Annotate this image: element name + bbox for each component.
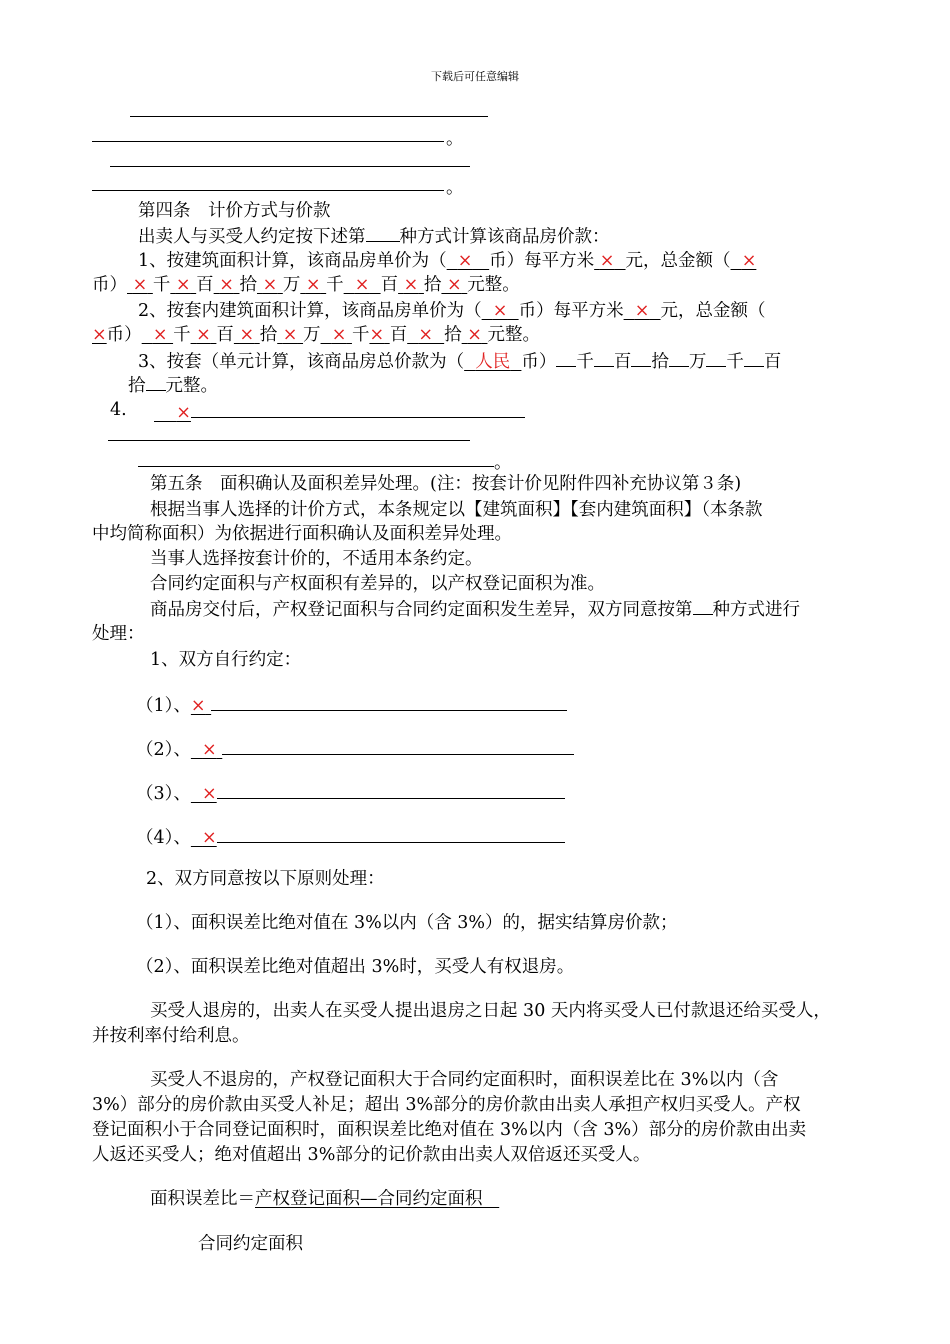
cross-mark: × [492,301,508,321]
blank-line [130,116,488,117]
cross-mark: × [202,740,217,760]
currency-value: 人民 [475,352,511,372]
cross-mark: × [132,275,148,295]
cross-mark: × [305,275,321,295]
blank-line [138,466,494,467]
cross-mark: × [176,403,191,423]
intro-text-b: 种方式计算该商品房价款： [399,227,610,247]
cross-mark: × [418,325,433,345]
cross-mark: × [457,251,473,271]
article5-p3: 合同约定面积与产权面积有差异的，以产权登记面积为准。 [150,574,605,594]
cross-mark: × [196,325,211,345]
cross-mark: × [634,301,650,321]
m1-text: 元，总金额（ [625,251,731,271]
blank-line [108,440,470,441]
cross-mark: × [741,251,757,271]
cross-mark: × [202,784,217,804]
intro-text-a: 出卖人与买受人约定按下述第 [138,227,366,247]
m2-text: 2、按套内建筑面积计算，该商品房单价为（ [138,301,482,321]
article5-p6-b: 3%）部分的房价款由买受人补足；超出 3%部分的房价款由出卖人承担产权归买受人。产权 [92,1095,801,1115]
m1-text: 币）每平方米 [489,251,595,271]
article4-intro [138,225,610,248]
option2-title: 2、双方同意按以下原则处理： [146,869,385,889]
method-blank [366,225,400,242]
period: 。 [446,129,464,149]
option1-item: （2）、 × [136,736,574,761]
option1-item: （3）、 × [136,780,565,805]
cross-mark: × [190,696,206,716]
cross-mark: × [331,325,347,345]
m1-text: 币） [92,275,127,295]
cross-mark: × [262,275,278,295]
cross-mark: × [354,275,370,295]
option2-item: （1）、面积误差比绝对值在 3%以内（含 3%）的，据实结算房价款； [136,913,678,933]
period: 。 [494,453,512,473]
blank-line [92,190,444,191]
period: 。 [446,178,464,198]
cross-mark: × [219,275,234,295]
option1-title: 1、双方自行约定： [150,650,302,670]
cross-mark: × [599,251,615,271]
formula-denominator: 合同约定面积 [198,1234,303,1254]
option1-item: （1）、× [136,692,567,717]
article5-p1-a: 根据当事人选择的计价方式，本条规定以【建筑面积】【套内建筑面积】（本条款 [150,500,763,520]
cross-mark: × [92,325,107,345]
article4-title: 第四条 计价方式与价款 [138,201,331,221]
cross-mark: × [152,325,168,345]
method1-line2: 币） × 千 × 百 × 拾 × 万 × 千 × 百 × 拾 × 元整。 [92,275,520,295]
article5-p1-b: 中均简称面积）为依据进行面积确认及面积差异处理。 [92,524,512,544]
method4-label: 4. [110,400,127,420]
formula-numerator: 产权登记面积—合同约定面积 [255,1189,483,1209]
cross-mark: × [369,325,385,345]
cross-mark: × [447,275,462,295]
m1-text: 1、按建筑面积计算，该商品房单价为（ [138,251,447,271]
cross-mark: × [467,325,482,345]
article5-p5-a: 买受人退房的，出卖人在买受人提出退房之日起 30 天内将买受人已付款退还给买受人， [150,1001,831,1021]
cross-mark: × [202,828,217,848]
method3-line1: 3、按套（单元计算，该商品房总价款为（ 人民 币） 千 百 拾 万 千 百 [138,352,782,372]
cross-mark: × [175,275,191,295]
blank-line [110,166,470,167]
article5-p4-a: 商品房交付后，产权登记面积与合同约定面积发生差异，双方同意按第 种方式进行 [150,600,800,620]
cross-mark: × [239,325,255,345]
article5-p2: 当事人选择按套计价的，不适用本条约定。 [150,549,483,569]
cross-mark: × [282,325,298,345]
m3-text: 3、按套（单元计算，该商品房总价款为（ [138,352,465,372]
formula-numerator-line [150,1188,499,1210]
page-header: 下载后可任意编辑 [431,70,519,83]
article5-p5-b: 并按利率付给利息。 [92,1026,250,1046]
article5-p6-c: 登记面积小于合同登记面积时，面积误差比绝对值在 3%以内（含 3%）部分的房价款由出卖 [92,1120,807,1140]
cross-mark: × [403,275,419,295]
option1-item: （4）、 × [136,824,565,849]
article5-p6-a: 买受人不退房的，产权登记面积大于合同约定面积时，面积误差比在 3%以内（含 [150,1070,779,1090]
method2-line1: 2、按套内建筑面积计算，该商品房单价为（ × 币）每平方米 × 元，总金额（ [138,301,766,321]
blank-line [92,141,444,142]
method1-line1 [138,250,756,272]
article5-p4-c: 处理： [92,624,145,644]
option2-item: （2）、面积误差比绝对值超出 3%时，买受人有权退房。 [136,957,575,977]
article5-p6-d: 人返还买受人；绝对值超出 3%部分的记价款由出卖人双倍返还买受人。 [92,1145,651,1165]
method4-blank [154,399,525,424]
formula-lhs: 面积误差比＝ [150,1189,255,1209]
article5-title: 第五条 面积确认及面积差异处理。(注：按套计价见附件四补充协议第３条) [150,474,742,494]
method3-line2: 拾 元整。 [128,376,218,396]
method2-line2: ×币） × 千 × 百 × 拾 × 万 × 千× 百 × 拾 × 元整。 [92,325,540,345]
